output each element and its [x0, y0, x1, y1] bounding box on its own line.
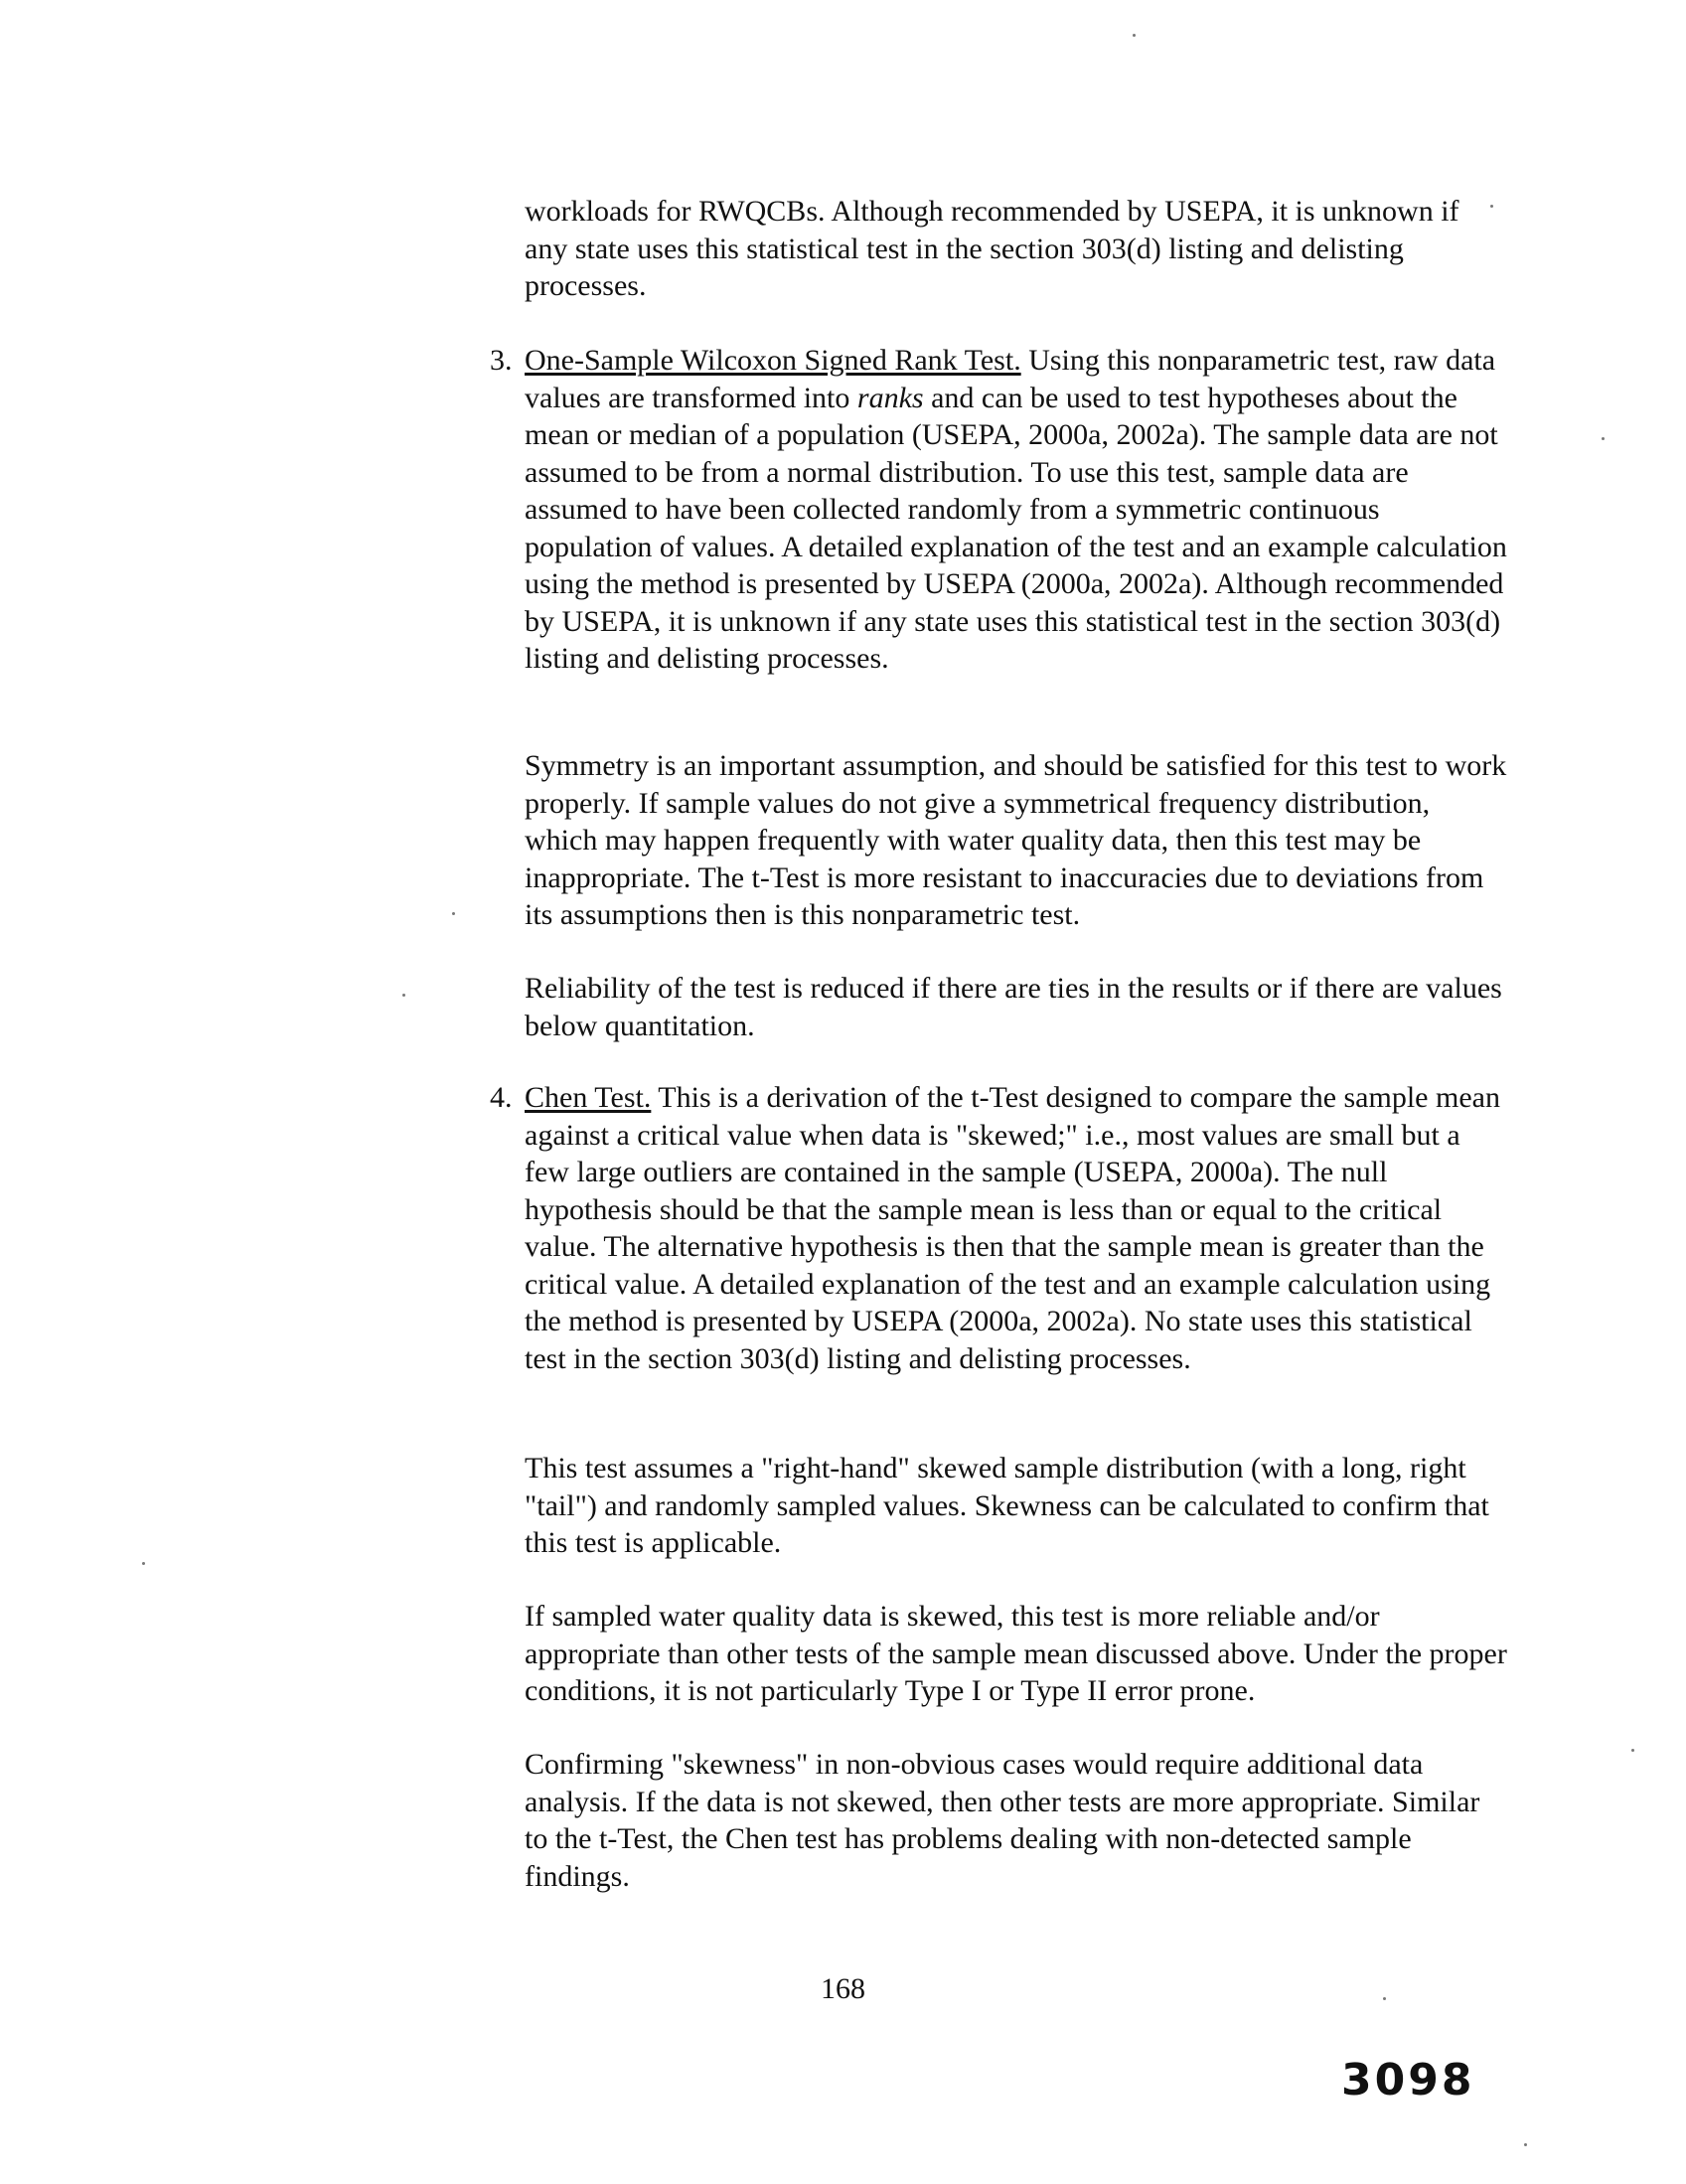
- scan-speck: [1602, 437, 1605, 440]
- item3-text-before: Using this nonparametric test, raw data values are transformed into: [525, 344, 1496, 414]
- scan-speck: [1490, 205, 1493, 208]
- paragraph-right-hand-skew: This test assumes a "right-hand" skewed sample distribution (with a long, right "tail") and randomly sampled values. Skewness can be calculated to confirm that this test is applicable.: [525, 1452, 1489, 1559]
- scan-speck: [402, 994, 405, 997]
- page-number: 168: [821, 1972, 865, 2005]
- list-number-4: 4.: [490, 1081, 513, 1114]
- paragraph-confirming-skewness: Confirming "skewness" in non-obvious cases would require additional data analysis. If the data is not skewed, then other tests are more appropriate. Similar to the t-Test, the Chen test has problems dealing with non-detected sample findings.: [525, 1748, 1480, 1893]
- scan-speck: [1133, 34, 1136, 37]
- heading-wilcoxon: One-Sample Wilcoxon Signed Rank Test.: [525, 344, 1021, 377]
- paragraph-symmetry: Symmetry is an important assumption, and should be satisfied for this test to work properly. If sample values do not give a symmetrical frequency distribution, which may happen frequently with water quality data, then this test may be inappropriate. The t-Test is more resistant to inaccuracies due to deviations from its assumptions then is this nonparametric test.: [525, 749, 1507, 931]
- scan-speck: [452, 912, 455, 915]
- paragraph-skewed-data: If sampled water quality data is skewed, this test is more reliable and/or appropriate than other tests of the sample mean discussed above. Under the proper conditions, it is not particularly Type I or Type II error prone.: [525, 1600, 1507, 1707]
- bates-stamp: 3098: [1341, 2055, 1475, 2106]
- scan-speck: [1383, 1997, 1386, 2000]
- item3-emphasis: ranks: [856, 381, 924, 414]
- item4-text: This is a derivation of the t-Test designed to compare the sample mean against a critical value when data is "skewed;" i.e., most values are small but a few large outliers are contained in the sample (USEPA, 2000a). The null hypothesis should be that the sample mean is less than or equal to the critical value. The alternative hypothesis is then that the sample mean is greater than the critical value. A detailed explanation of the test and an example calculation using the method is presented by USEPA (2000a, 2002a). No state uses this statistical test in the section 303(d) listing and delisting processes.: [525, 1081, 1500, 1375]
- item3-text-after: and can be used to test hypotheses about the mean or median of a population (USEPA, 2000a, 2002a). The sample data are not assumed to be from a normal distribution. To use this test, sample data are assumed to have been collected randomly from a symmetric continuous population of values. A detailed explanation of the test and an example calculation using the method is presented by USEPA (2000a, 2002a). Although recommended by USEPA, it is unknown if any state uses this statistical test in the section 303(d) listing and delisting processes.: [525, 381, 1507, 675]
- heading-chen: Chen Test.: [525, 1081, 652, 1114]
- scan-speck: [1524, 2143, 1527, 2146]
- paragraph-intro: workloads for RWQCBs. Although recommended by USEPA, it is unknown if any state uses this statistical test in the section 303(d) listing and delisting processes.: [525, 195, 1459, 302]
- list-item-4: [490, 1079, 1508, 1377]
- scan-speck: [142, 1562, 145, 1565]
- list-number-3: 3.: [490, 344, 513, 377]
- paragraph-reliability: Reliability of the test is reduced if there are ties in the results or if there are values below quantitation.: [525, 972, 1502, 1042]
- list-item-3: [490, 342, 1508, 678]
- scan-speck: [1631, 1749, 1634, 1752]
